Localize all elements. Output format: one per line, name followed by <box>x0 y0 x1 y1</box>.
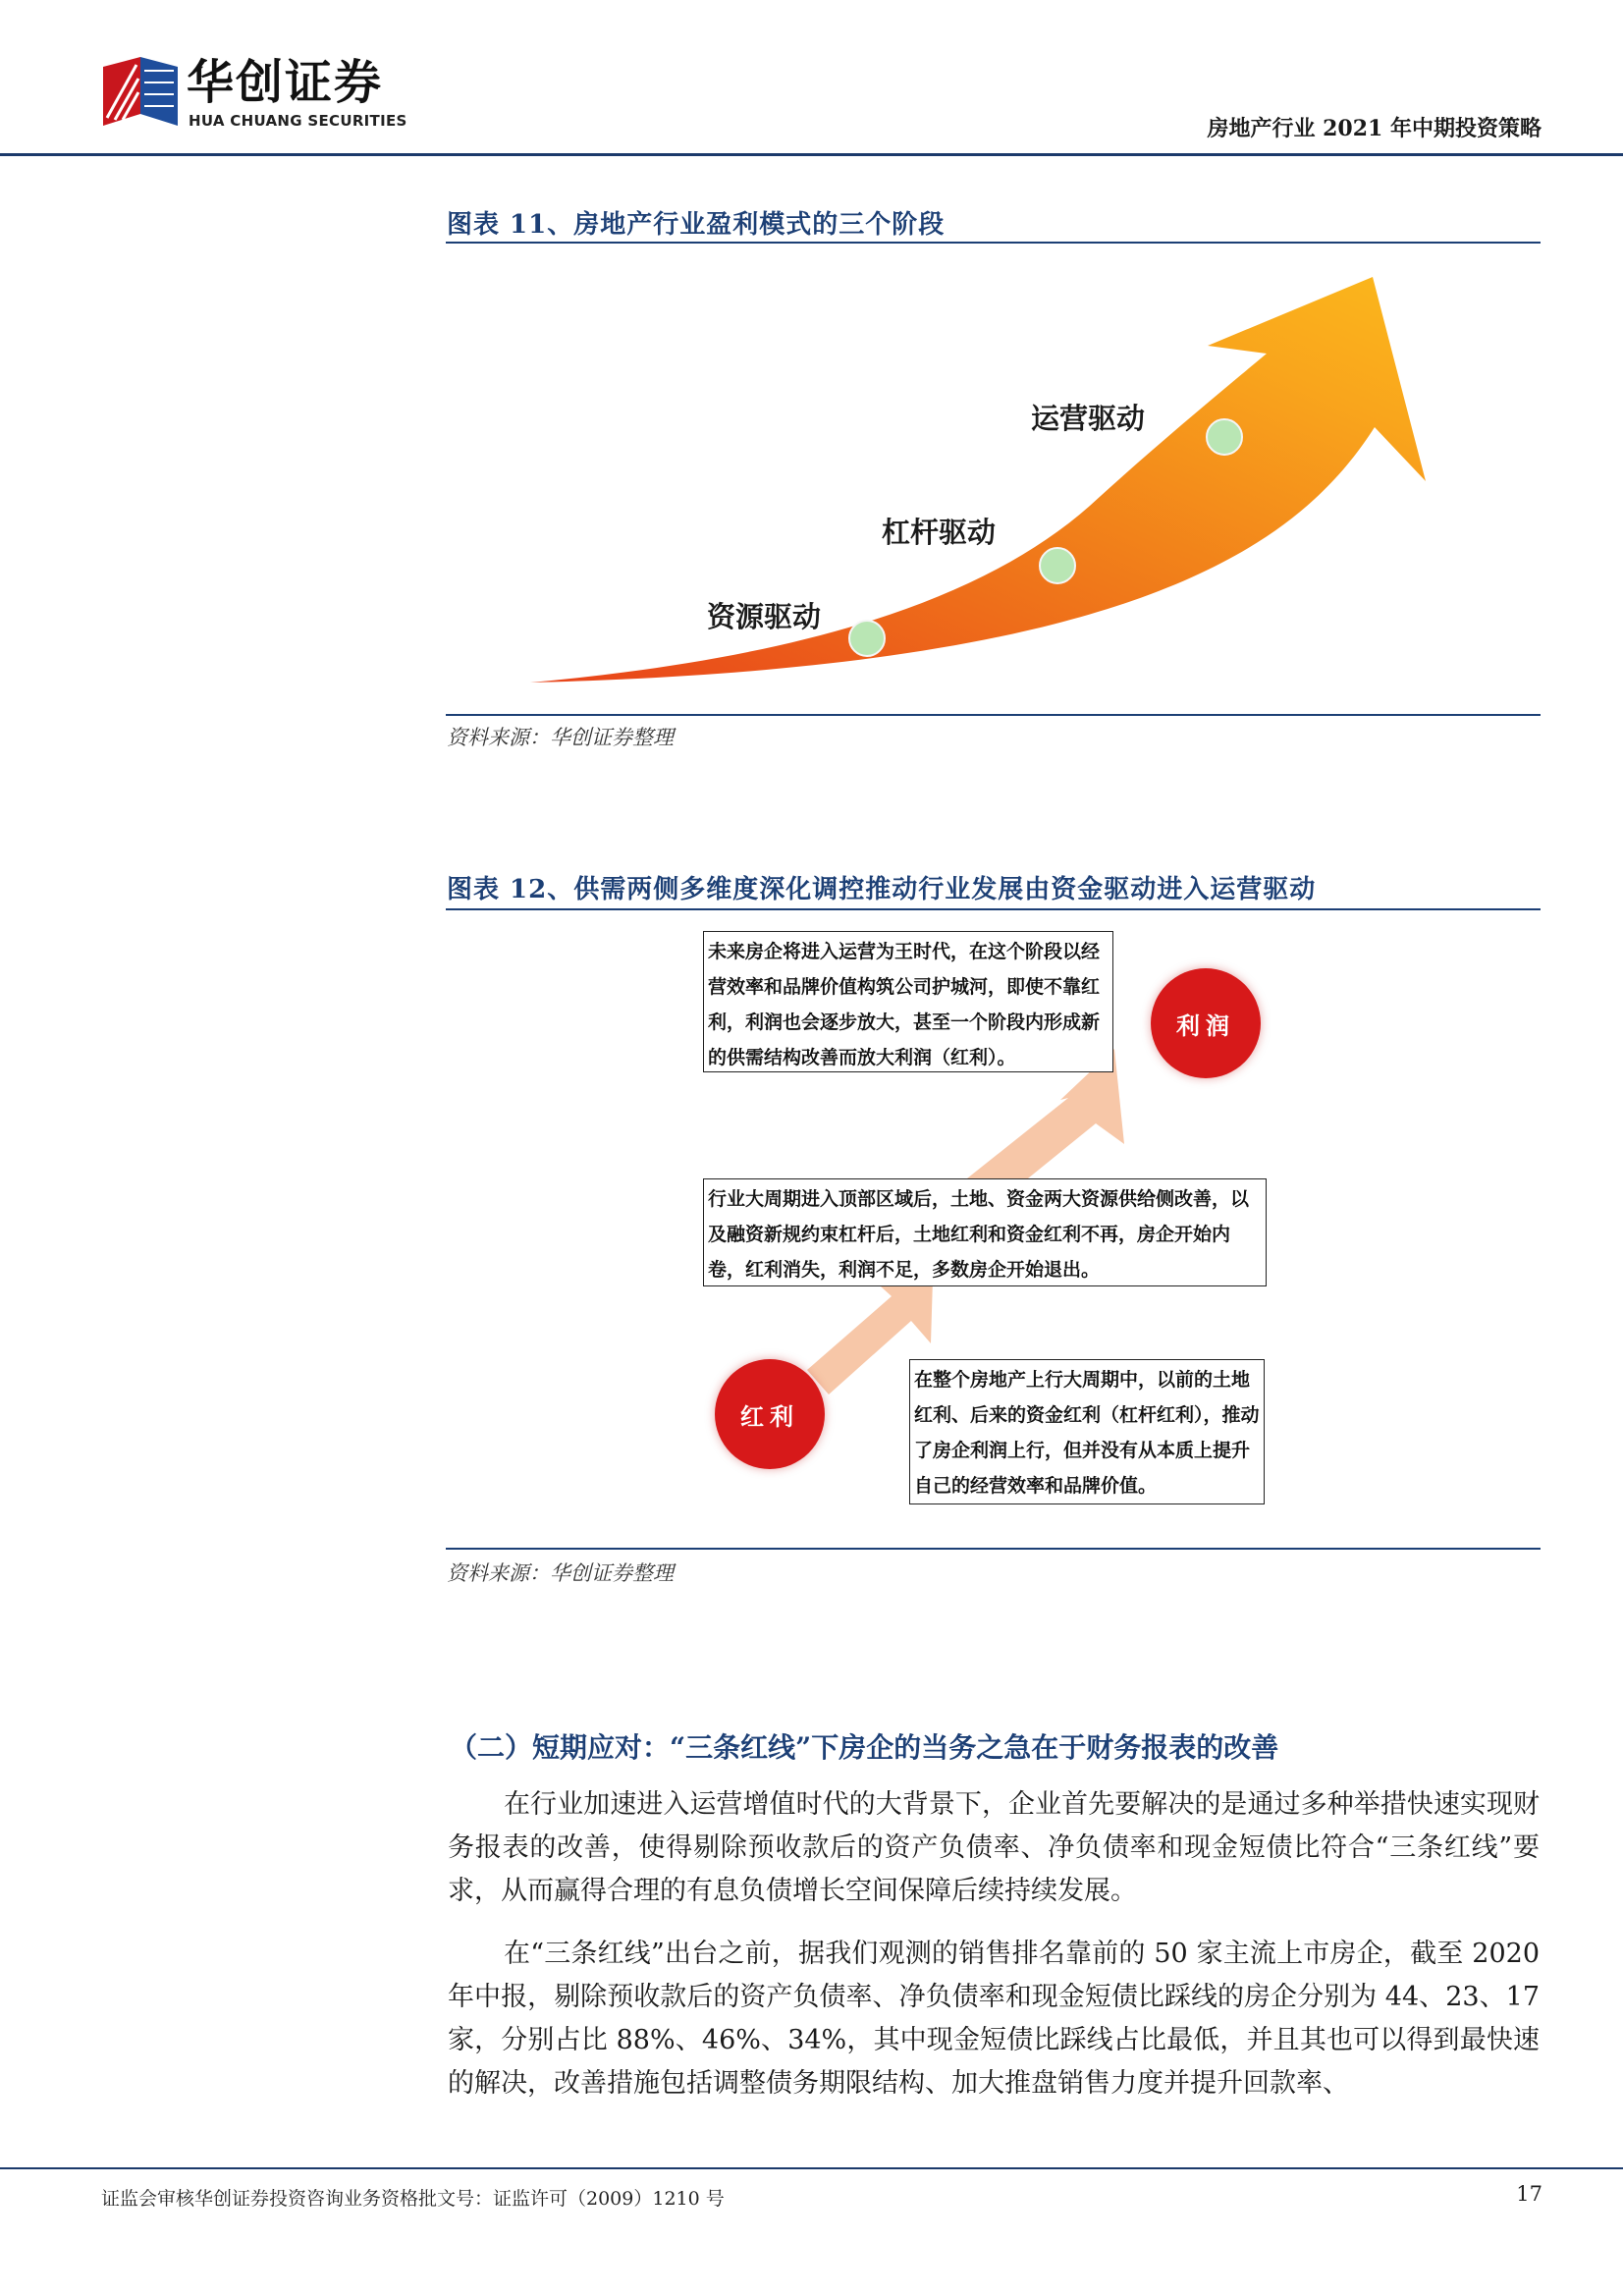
circle-dividend: 红利 <box>715 1359 825 1469</box>
box-future-operation: 未来房企将进入运营为王时代，在这个阶段以经营效率和品牌价值构筑公司护城河，即使不靠红利，利润也会逐步放大，甚至一个阶段内形成新的供需结构改善而放大利润（红利）。 <box>703 931 1113 1072</box>
figure-12-bottom-rule <box>446 1548 1541 1550</box>
figure-11-top-rule <box>446 242 1541 244</box>
stage-dot-1 <box>849 621 885 656</box>
page-number: 17 <box>1516 2182 1542 2206</box>
stage-label-1: 资源驱动 <box>707 600 822 633</box>
figure-12-source: 资料来源：华创证券整理 <box>447 1561 674 1585</box>
box-upcycle: 在整个房地产上行大周期中，以前的土地红利、后来的资金红利（杠杆红利），推动了房企利润上行，但并没有从本质上提升自己的经营效率和品牌价值。 <box>909 1359 1265 1504</box>
figure-11-title: 图表 11、房地产行业盈利模式的三个阶段 <box>447 210 946 240</box>
logo-subtext: HUA CHUANG SECURITIES <box>189 112 407 130</box>
section-heading: （二）短期应对：“三条红线”下房企的当务之急在于财务报表的改善 <box>450 1731 1279 1764</box>
stage-dot-2 <box>1040 548 1075 583</box>
figure-11-bottom-rule <box>446 714 1541 716</box>
figure-12-top-rule <box>446 908 1541 910</box>
circle-profit: 利润 <box>1151 968 1261 1078</box>
stage-dot-3 <box>1207 419 1242 455</box>
logo-icon <box>103 57 178 126</box>
paragraph-2: 在“三条红线”出台之前，据我们观测的销售排名靠前的 50 家主流上市房企，截至 2020 年中报，剔除预收款后的资产负债率、净负债率和现金短债比踩线的房企分别为 44、23、17 家，分别占比 88%、46%、34%，其中现金短债比踩线占比最低，并且其也可以得到最快速的解决，改善措施包括调整债务期限结构、加大推盘销售力度并提升回款率、 <box>448 1939 1540 2099</box>
footer-divider <box>0 2167 1623 2169</box>
figure-11-arrow-diagram <box>520 265 1434 697</box>
logo-text: 华创证券 <box>187 55 384 110</box>
header-divider <box>0 153 1623 156</box>
stage-label-2: 杠杆驱动 <box>882 516 997 549</box>
report-title: 房地产行业 2021 年中期投资策略 <box>1207 116 1542 141</box>
growth-arrow <box>530 277 1426 683</box>
footer-license: 证监会审核华创证券投资咨询业务资格批文号：证监许可（2009）1210 号 <box>101 2188 725 2210</box>
stage-label-3: 运营驱动 <box>1031 402 1146 435</box>
paragraph-1: 在行业加速进入运营增值时代的大背景下，企业首先要解决的是通过多种举措快速实现财务报表的改善，使得剔除预收款后的资产负债率、净负债率和现金短债比符合“三条红线”要求，从而赢得合理的有息负债增长空间保障后续持续发展。 <box>448 1789 1540 1906</box>
figure-11-source: 资料来源：华创证券整理 <box>447 726 674 749</box>
figure-12-title: 图表 12、供需两侧多维度深化调控推动行业发展由资金驱动进入运营驱动 <box>447 875 1317 904</box>
box-cycle-top: 行业大周期进入顶部区域后，土地、资金两大资源供给侧改善，以及融资新规约束杠杆后，土地红利和资金红利不再，房企开始内卷，红利消失，利润不足，多数房企开始退出。 <box>703 1178 1267 1286</box>
